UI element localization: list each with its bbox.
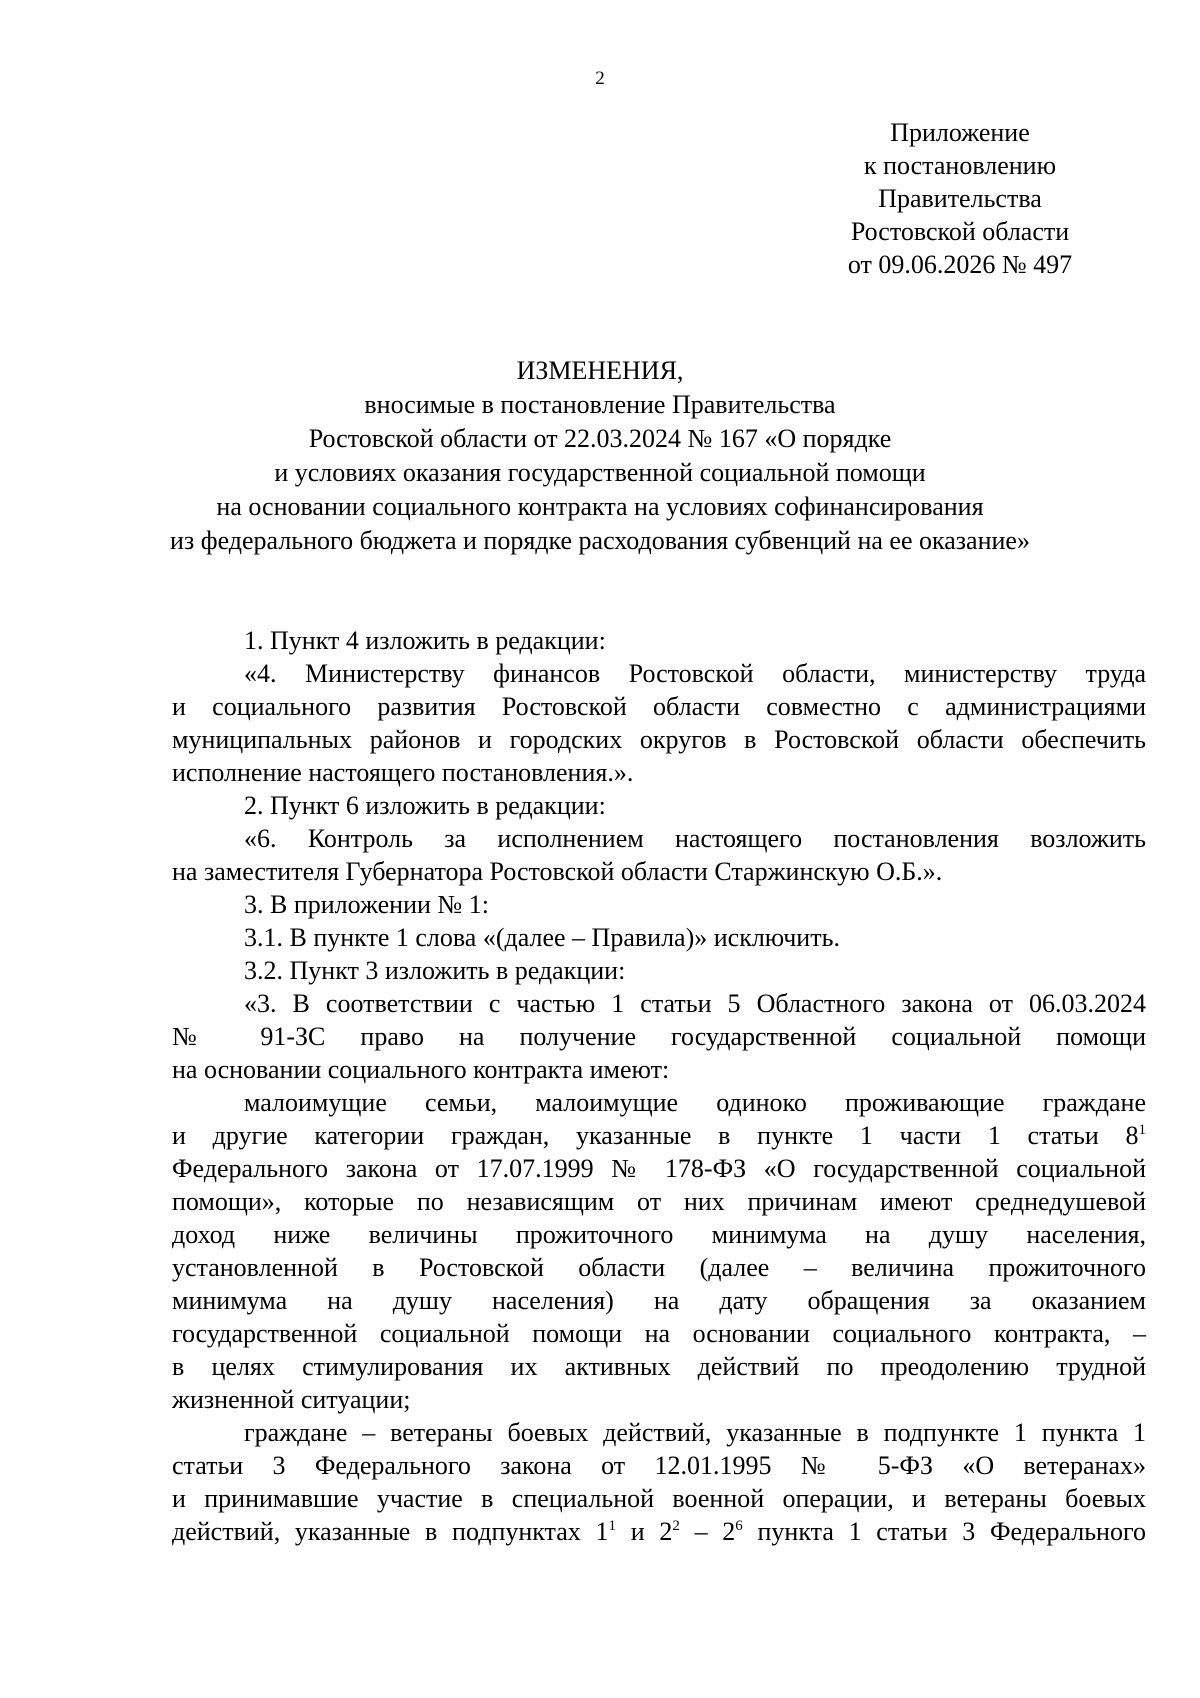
paragraph-item-2-text: [172, 822, 1146, 888]
appendix-line: Правительства: [878, 184, 1042, 213]
text-line: и принимавшие участие в специальной военной операции, и ветераны боевых: [172, 1484, 1146, 1513]
appendix-line: от 09.06.2026 № 497: [847, 250, 1073, 279]
paragraph-item-1-text: [172, 657, 1146, 789]
text-segment: действий, указанные в подпунктах 1: [172, 1517, 609, 1546]
superscript: 6: [735, 1518, 743, 1534]
text-segment: и другие категории граждан, указанные в пункте 1 части 1 статьи 8: [172, 1121, 1139, 1150]
paragraph-veterans: [172, 1416, 1146, 1548]
text-line: граждане – ветераны боевых действий, указанные в подпункте 1 пункта 1: [244, 1418, 1146, 1447]
text-line: «6. Контроль за исполнением настоящего постановления возложить: [244, 824, 1146, 853]
text-line: доход ниже величины прожиточного минимума на душу населения,: [172, 1220, 1146, 1249]
text-line: на основании социального контракта имеют:: [172, 1055, 670, 1084]
title-line: и условиях оказания государственной социальной помощи: [274, 458, 926, 487]
text-line: минимума на душу населения) на дату обращения за оказанием: [172, 1286, 1146, 1315]
title-heading: ИЗМЕНЕНИЯ,: [516, 356, 684, 385]
text-line: статьи 3 Федерального закона от 12.01.1995 № 5-ФЗ «О ветеранах»: [172, 1451, 1146, 1480]
text-line: № 91-ЗС право на получение государственной социальной помощи: [172, 1022, 1146, 1051]
text-segment: пункта 1 статьи 3 Федерального: [742, 1517, 1146, 1546]
paragraph-item-3: 3. В приложении № 1:: [244, 890, 489, 919]
text-segment: и 2: [616, 1517, 673, 1546]
text-line: Федерального закона от 17.07.1999 № 178-ФЗ «О государственной социальной: [172, 1154, 1146, 1183]
page-number: 2: [595, 68, 605, 89]
paragraph-item-2: 2. Пункт 6 изложить в редакции:: [244, 791, 606, 820]
text-line: помощи», которые по независящим от них причинам имеют среднедушевой: [172, 1187, 1146, 1216]
text-line: [172, 1119, 1146, 1152]
paragraph-item-3-2: 3.2. Пункт 3 изложить в редакции:: [244, 956, 626, 985]
text-line: [172, 1515, 1146, 1548]
paragraph-item-3-1: 3.1. В пункте 1 слова «(далее – Правила)» исключить.: [244, 923, 840, 952]
document-title: [140, 354, 1060, 558]
title-line: вносимые в постановление Правительства: [364, 390, 836, 419]
superscript: 1: [1138, 1122, 1146, 1138]
text-line: и социального развития Ростовской области совместно с администрациями: [172, 692, 1146, 721]
text-line: установленной в Ростовской области (далее – величина прожиточного: [172, 1253, 1146, 1282]
text-line: в целях стимулирования их активных действий по преодолению трудной: [172, 1352, 1146, 1381]
document-body: [172, 624, 1146, 1548]
paragraph-low-income: [172, 1086, 1146, 1416]
superscript: 2: [672, 1518, 680, 1534]
title-line: из федерального бюджета и порядке расходования субвенций на ее оказание»: [170, 526, 1030, 555]
paragraph-item-3-2-text: [172, 987, 1146, 1086]
appendix-line: Приложение: [890, 118, 1030, 147]
text-line: малоимущие семьи, малоимущие одиноко проживающие граждане: [244, 1088, 1146, 1117]
title-line: Ростовской области от 22.03.2024 № 167 «О порядке: [308, 424, 892, 453]
paragraph-item-1: 1. Пункт 4 изложить в редакции:: [244, 626, 606, 655]
appendix-line: Ростовской области: [850, 217, 1070, 246]
title-line: на основании социального контракта на условиях софинансирования: [216, 492, 984, 521]
text-line: исполнение настоящего постановления.».: [172, 758, 634, 787]
text-line: жизненной ситуации;: [172, 1385, 411, 1414]
appendix-header: [840, 116, 1080, 281]
text-line: «4. Министерству финансов Ростовской области, министерству труда: [244, 659, 1146, 688]
text-line: муниципальных районов и городских округов в Ростовской области обеспечить: [172, 725, 1146, 754]
text-line: «3. В соответствии с частью 1 статьи 5 Областного закона от 06.03.2024: [244, 989, 1146, 1018]
text-segment: – 2: [679, 1517, 736, 1546]
text-line: на заместителя Губернатора Ростовской области Старжинскую О.Б.».: [172, 857, 943, 886]
appendix-line: к постановлению: [863, 151, 1057, 180]
text-line: государственной социальной помощи на основании социального контракта, –: [172, 1319, 1146, 1348]
superscript: 1: [608, 1518, 616, 1534]
